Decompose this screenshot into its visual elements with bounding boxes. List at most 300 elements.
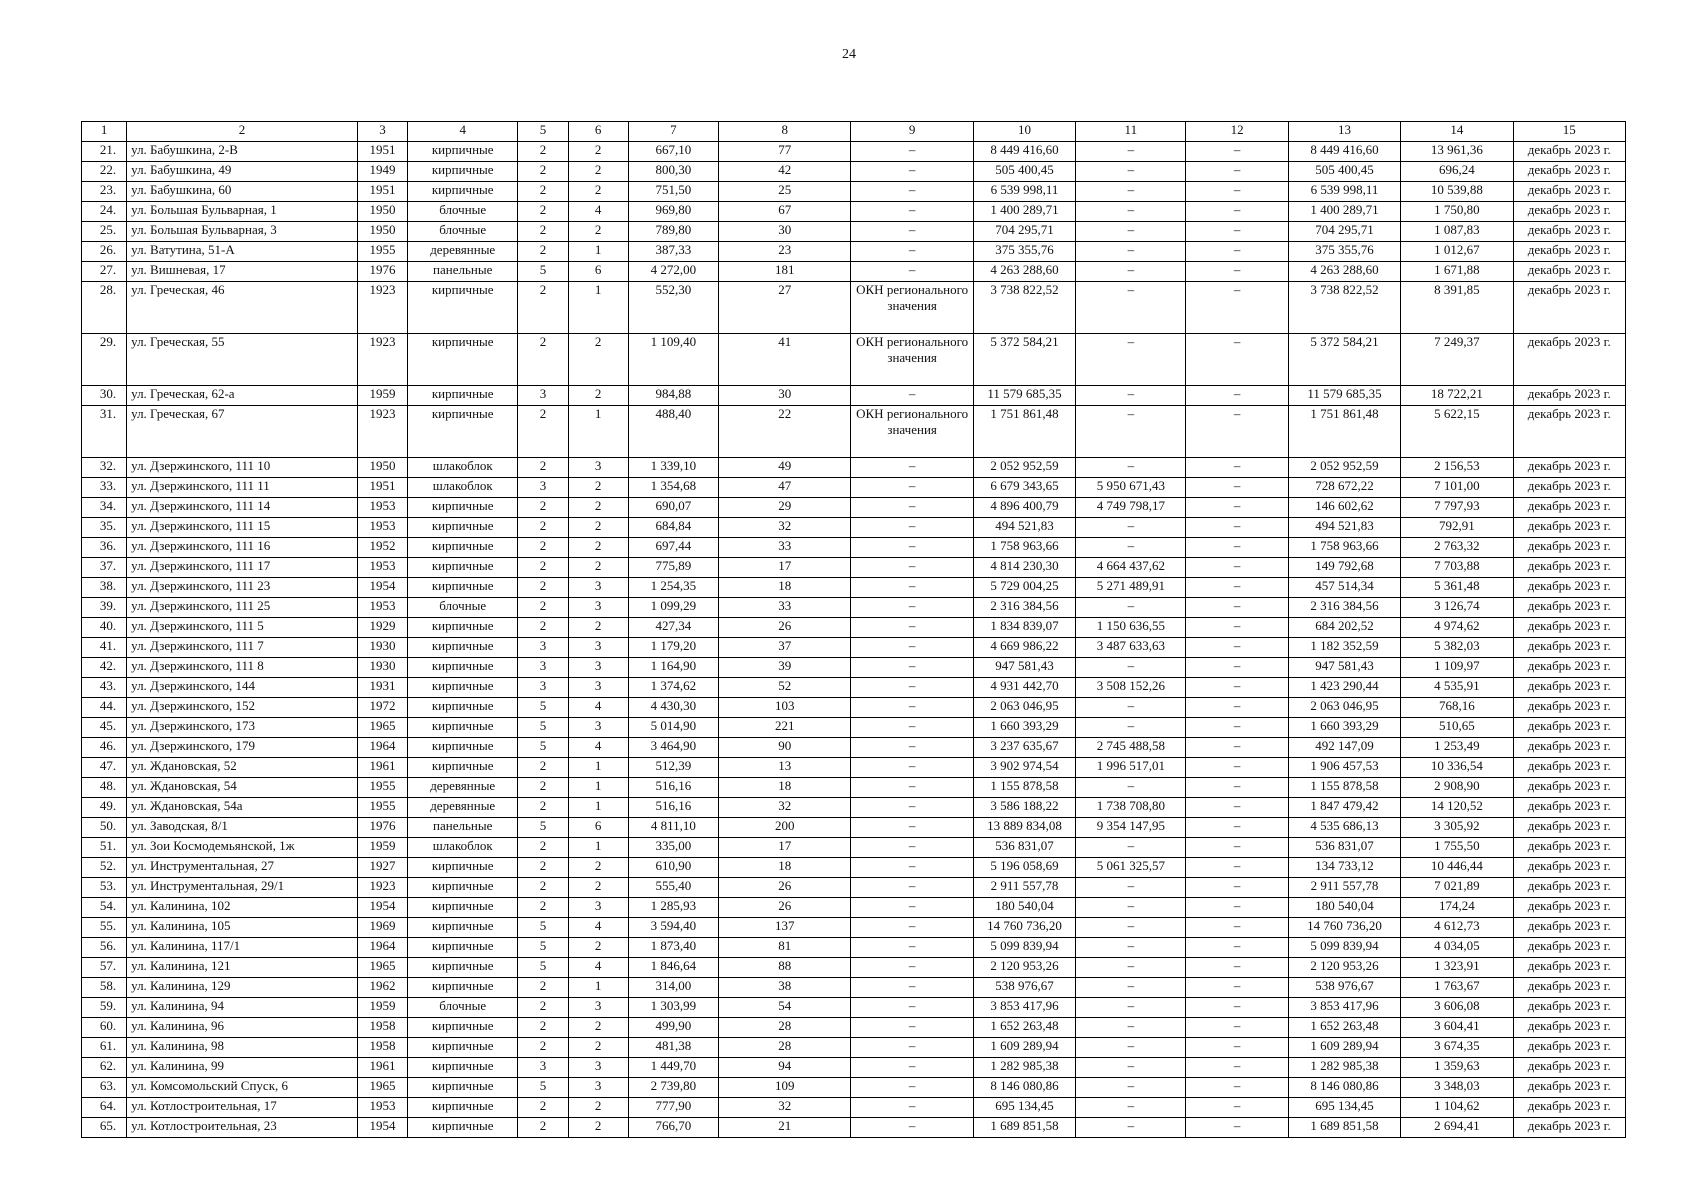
cell-entrances: 3: [568, 678, 628, 698]
cell-year-built: 1951: [357, 182, 407, 202]
cell-fund-source-c: 5 372 584,21: [1288, 334, 1400, 386]
cell-floors: 3: [518, 678, 568, 698]
cell-fund-source-b: –: [1186, 938, 1288, 958]
cell-fund-source-a: –: [1076, 182, 1186, 202]
cell-row-number: 53.: [82, 878, 127, 898]
cell-address: ул. Дзержинского, 111 17: [127, 558, 358, 578]
cell-fund-source-b: –: [1186, 718, 1288, 738]
cell-residents: 90: [719, 738, 851, 758]
cell-cost-total: 3 586 188,22: [973, 798, 1075, 818]
cell-fund-source-a: –: [1076, 658, 1186, 678]
cell-fund-source-a: –: [1076, 838, 1186, 858]
cell-area: 481,38: [628, 1038, 718, 1058]
cell-residents: 18: [719, 578, 851, 598]
cell-completion-date: декабрь 2023 г.: [1513, 538, 1625, 558]
header-cell-completion-date: 15: [1513, 122, 1625, 142]
cell-residents: 37: [719, 638, 851, 658]
cell-fund-source-b: –: [1186, 458, 1288, 478]
cell-floors: 2: [518, 878, 568, 898]
cell-area: 1 285,93: [628, 898, 718, 918]
cell-fund-source-b: –: [1186, 618, 1288, 638]
cell-completion-date: декабрь 2023 г.: [1513, 1018, 1625, 1038]
cell-cost-total: 2 911 557,78: [973, 878, 1075, 898]
cell-heritage-status: –: [851, 598, 973, 618]
cell-row-number: 56.: [82, 938, 127, 958]
cell-heritage-status: –: [851, 658, 973, 678]
cell-entrances: 2: [568, 878, 628, 898]
cell-fund-source-c: 1 282 985,38: [1288, 1058, 1400, 1078]
cell-area: 3 594,40: [628, 918, 718, 938]
cell-fund-source-a: 5 061 325,57: [1076, 858, 1186, 878]
cell-entrances: 3: [568, 638, 628, 658]
cell-cost-per-sqm: 1 253,49: [1401, 738, 1513, 758]
cell-wall-material: кирпичные: [408, 678, 518, 698]
cell-fund-source-c: 4 535 686,13: [1288, 818, 1400, 838]
cell-cost-per-sqm: 7 797,93: [1401, 498, 1513, 518]
cell-year-built: 1929: [357, 618, 407, 638]
table-row: [82, 758, 1626, 778]
cell-fund-source-c: 4 263 288,60: [1288, 262, 1400, 282]
cell-fund-source-c: 1 400 289,71: [1288, 202, 1400, 222]
cell-address: ул. Калинина, 94: [127, 998, 358, 1018]
cell-entrances: 1: [568, 798, 628, 818]
cell-completion-date: декабрь 2023 г.: [1513, 978, 1625, 998]
cell-fund-source-c: 146 602,62: [1288, 498, 1400, 518]
cell-completion-date: декабрь 2023 г.: [1513, 142, 1625, 162]
table-row: [82, 738, 1626, 758]
cell-address: ул. Греческая, 62-а: [127, 386, 358, 406]
cell-heritage-status: –: [851, 386, 973, 406]
cell-year-built: 1976: [357, 262, 407, 282]
cell-address: ул. Котлостроительная, 23: [127, 1118, 358, 1138]
cell-completion-date: декабрь 2023 г.: [1513, 1078, 1625, 1098]
cell-area: 516,16: [628, 798, 718, 818]
cell-cost-total: 5 196 058,69: [973, 858, 1075, 878]
table-row: [82, 458, 1626, 478]
cell-fund-source-b: –: [1186, 222, 1288, 242]
cell-entrances: 3: [568, 578, 628, 598]
cell-row-number: 25.: [82, 222, 127, 242]
cell-cost-per-sqm: 1 104,62: [1401, 1098, 1513, 1118]
cell-cost-total: 5 372 584,21: [973, 334, 1075, 386]
table-row: [82, 938, 1626, 958]
cell-completion-date: декабрь 2023 г.: [1513, 1118, 1625, 1138]
table-row: [82, 558, 1626, 578]
cell-year-built: 1964: [357, 738, 407, 758]
cell-year-built: 1927: [357, 858, 407, 878]
cell-fund-source-c: 695 134,45: [1288, 1098, 1400, 1118]
cell-address: ул. Калинина, 105: [127, 918, 358, 938]
cell-floors: 2: [518, 282, 568, 334]
cell-year-built: 1923: [357, 334, 407, 386]
cell-fund-source-c: 728 672,22: [1288, 478, 1400, 498]
cell-fund-source-b: –: [1186, 538, 1288, 558]
cell-cost-total: 505 400,45: [973, 162, 1075, 182]
cell-fund-source-a: –: [1076, 998, 1186, 1018]
table-row: [82, 638, 1626, 658]
cell-residents: 29: [719, 498, 851, 518]
header-cell-fund-source-b: 12: [1186, 122, 1288, 142]
cell-fund-source-a: –: [1076, 262, 1186, 282]
cell-entrances: 2: [568, 558, 628, 578]
cell-residents: 18: [719, 778, 851, 798]
cell-area: 1 254,35: [628, 578, 718, 598]
cell-floors: 2: [518, 618, 568, 638]
cell-row-number: 62.: [82, 1058, 127, 1078]
cell-wall-material: кирпичные: [408, 142, 518, 162]
cell-cost-total: 4 896 400,79: [973, 498, 1075, 518]
cell-year-built: 1955: [357, 798, 407, 818]
cell-fund-source-c: 8 146 080,86: [1288, 1078, 1400, 1098]
cell-area: 512,39: [628, 758, 718, 778]
cell-wall-material: кирпичные: [408, 334, 518, 386]
cell-fund-source-b: –: [1186, 858, 1288, 878]
cell-heritage-status: –: [851, 978, 973, 998]
cell-fund-source-b: –: [1186, 406, 1288, 458]
cell-heritage-status: ОКН регионального значения: [851, 406, 973, 458]
cell-area: 800,30: [628, 162, 718, 182]
cell-fund-source-b: –: [1186, 958, 1288, 978]
cell-cost-per-sqm: 1 087,83: [1401, 222, 1513, 242]
cell-cost-per-sqm: 13 961,36: [1401, 142, 1513, 162]
cell-area: 684,84: [628, 518, 718, 538]
cell-entrances: 2: [568, 498, 628, 518]
cell-fund-source-c: 1 155 878,58: [1288, 778, 1400, 798]
cell-cost-per-sqm: 768,16: [1401, 698, 1513, 718]
cell-fund-source-a: –: [1076, 334, 1186, 386]
cell-year-built: 1953: [357, 498, 407, 518]
cell-area: 667,10: [628, 142, 718, 162]
cell-heritage-status: –: [851, 878, 973, 898]
cell-fund-source-c: 2 052 952,59: [1288, 458, 1400, 478]
cell-row-number: 54.: [82, 898, 127, 918]
cell-entrances: 2: [568, 1038, 628, 1058]
cell-floors: 2: [518, 142, 568, 162]
cell-fund-source-c: 3 738 822,52: [1288, 282, 1400, 334]
cell-residents: 22: [719, 406, 851, 458]
cell-entrances: 1: [568, 778, 628, 798]
cell-address: ул. Калинина, 99: [127, 1058, 358, 1078]
cell-fund-source-c: 538 976,67: [1288, 978, 1400, 998]
cell-cost-per-sqm: 174,24: [1401, 898, 1513, 918]
cell-year-built: 1969: [357, 918, 407, 938]
cell-fund-source-a: –: [1076, 386, 1186, 406]
cell-residents: 30: [719, 222, 851, 242]
table-row: [82, 838, 1626, 858]
cell-area: 789,80: [628, 222, 718, 242]
cell-completion-date: декабрь 2023 г.: [1513, 958, 1625, 978]
cell-fund-source-c: 8 449 416,60: [1288, 142, 1400, 162]
cell-heritage-status: –: [851, 498, 973, 518]
table-row: [82, 242, 1626, 262]
cell-address: ул. Дзержинского, 111 11: [127, 478, 358, 498]
cell-heritage-status: –: [851, 958, 973, 978]
cell-residents: 33: [719, 538, 851, 558]
cell-wall-material: шлакоблок: [408, 478, 518, 498]
cell-address: ул. Дзержинского, 144: [127, 678, 358, 698]
cell-completion-date: декабрь 2023 г.: [1513, 202, 1625, 222]
cell-area: 751,50: [628, 182, 718, 202]
cell-heritage-status: –: [851, 1058, 973, 1078]
cell-wall-material: кирпичные: [408, 1038, 518, 1058]
cell-cost-total: 1 660 393,29: [973, 718, 1075, 738]
cell-floors: 2: [518, 598, 568, 618]
cell-completion-date: декабрь 2023 г.: [1513, 478, 1625, 498]
cell-row-number: 61.: [82, 1038, 127, 1058]
cell-row-number: 57.: [82, 958, 127, 978]
cell-address: ул. Калинина, 121: [127, 958, 358, 978]
cell-wall-material: кирпичные: [408, 282, 518, 334]
cell-fund-source-a: –: [1076, 142, 1186, 162]
cell-fund-source-a: 5 950 671,43: [1076, 478, 1186, 498]
cell-address: ул. Инструментальная, 27: [127, 858, 358, 878]
cell-row-number: 43.: [82, 678, 127, 698]
cell-floors: 3: [518, 386, 568, 406]
cell-fund-source-b: –: [1186, 998, 1288, 1018]
cell-address: ул. Дзержинского, 111 16: [127, 538, 358, 558]
cell-cost-total: 6 539 998,11: [973, 182, 1075, 202]
cell-row-number: 24.: [82, 202, 127, 222]
cell-fund-source-c: 494 521,83: [1288, 518, 1400, 538]
cell-area: 690,07: [628, 498, 718, 518]
cell-floors: 5: [518, 1078, 568, 1098]
cell-wall-material: кирпичные: [408, 1118, 518, 1138]
cell-wall-material: кирпичные: [408, 1098, 518, 1118]
cell-year-built: 1965: [357, 1078, 407, 1098]
cell-fund-source-a: –: [1076, 938, 1186, 958]
cell-cost-per-sqm: 2 763,32: [1401, 538, 1513, 558]
cell-cost-per-sqm: 10 446,44: [1401, 858, 1513, 878]
cell-address: ул. Ватутина, 51-А: [127, 242, 358, 262]
cell-cost-total: 8 449 416,60: [973, 142, 1075, 162]
cell-fund-source-c: 149 792,68: [1288, 558, 1400, 578]
cell-row-number: 21.: [82, 142, 127, 162]
cell-fund-source-a: –: [1076, 1098, 1186, 1118]
cell-fund-source-a: 1 738 708,80: [1076, 798, 1186, 818]
cell-wall-material: кирпичные: [408, 1078, 518, 1098]
cell-fund-source-b: –: [1186, 1058, 1288, 1078]
cell-year-built: 1950: [357, 458, 407, 478]
cell-fund-source-b: –: [1186, 978, 1288, 998]
header-cell-cost-per-sqm: 14: [1401, 122, 1513, 142]
cell-cost-total: 13 889 834,08: [973, 818, 1075, 838]
cell-entrances: 2: [568, 1018, 628, 1038]
cell-residents: 32: [719, 518, 851, 538]
cell-entrances: 2: [568, 334, 628, 386]
cell-fund-source-b: –: [1186, 242, 1288, 262]
cell-floors: 2: [518, 798, 568, 818]
cell-row-number: 22.: [82, 162, 127, 182]
cell-area: 1 109,40: [628, 334, 718, 386]
cell-completion-date: декабрь 2023 г.: [1513, 738, 1625, 758]
cell-wall-material: кирпичные: [408, 518, 518, 538]
cell-residents: 41: [719, 334, 851, 386]
cell-completion-date: декабрь 2023 г.: [1513, 518, 1625, 538]
cell-residents: 109: [719, 1078, 851, 1098]
cell-fund-source-b: –: [1186, 1018, 1288, 1038]
cell-entrances: 1: [568, 758, 628, 778]
cell-row-number: 23.: [82, 182, 127, 202]
cell-entrances: 2: [568, 1118, 628, 1138]
cell-area: 3 464,90: [628, 738, 718, 758]
cell-cost-total: 2 052 952,59: [973, 458, 1075, 478]
cell-completion-date: декабрь 2023 г.: [1513, 758, 1625, 778]
cell-year-built: 1954: [357, 1118, 407, 1138]
cell-wall-material: кирпичные: [408, 858, 518, 878]
cell-address: ул. Бабушкина, 49: [127, 162, 358, 182]
cell-completion-date: декабрь 2023 г.: [1513, 658, 1625, 678]
table-row: [82, 698, 1626, 718]
cell-fund-source-a: –: [1076, 698, 1186, 718]
cell-address: ул. Дзержинского, 111 5: [127, 618, 358, 638]
cell-entrances: 2: [568, 478, 628, 498]
cell-residents: 25: [719, 182, 851, 202]
cell-floors: 2: [518, 838, 568, 858]
table-row: [82, 1118, 1626, 1138]
cell-residents: 17: [719, 838, 851, 858]
cell-residents: 23: [719, 242, 851, 262]
cell-cost-per-sqm: 7 703,88: [1401, 558, 1513, 578]
cell-entrances: 4: [568, 202, 628, 222]
cell-fund-source-b: –: [1186, 878, 1288, 898]
cell-floors: 2: [518, 858, 568, 878]
cell-cost-per-sqm: 510,65: [1401, 718, 1513, 738]
cell-cost-total: 375 355,76: [973, 242, 1075, 262]
cell-residents: 103: [719, 698, 851, 718]
cell-heritage-status: –: [851, 778, 973, 798]
cell-floors: 3: [518, 638, 568, 658]
table-row: [82, 998, 1626, 1018]
cell-floors: 2: [518, 1098, 568, 1118]
cell-heritage-status: ОКН регионального значения: [851, 334, 973, 386]
cell-row-number: 29.: [82, 334, 127, 386]
cell-row-number: 32.: [82, 458, 127, 478]
cell-entrances: 6: [568, 818, 628, 838]
cell-fund-source-c: 2 316 384,56: [1288, 598, 1400, 618]
cell-completion-date: декабрь 2023 г.: [1513, 818, 1625, 838]
cell-address: ул. Дзержинского, 152: [127, 698, 358, 718]
cell-cost-total: 1 689 851,58: [973, 1118, 1075, 1138]
cell-wall-material: кирпичные: [408, 898, 518, 918]
cell-address: ул. Зои Космодемьянской, 1ж: [127, 838, 358, 858]
cell-fund-source-b: –: [1186, 818, 1288, 838]
cell-entrances: 2: [568, 1098, 628, 1118]
cell-year-built: 1951: [357, 142, 407, 162]
cell-fund-source-b: –: [1186, 282, 1288, 334]
cell-cost-total: 6 679 343,65: [973, 478, 1075, 498]
cell-residents: 47: [719, 478, 851, 498]
cell-row-number: 52.: [82, 858, 127, 878]
cell-residents: 54: [719, 998, 851, 1018]
cell-heritage-status: –: [851, 262, 973, 282]
cell-address: ул. Комсомольский Спуск, 6: [127, 1078, 358, 1098]
cell-fund-source-b: –: [1186, 678, 1288, 698]
cell-cost-total: 4 263 288,60: [973, 262, 1075, 282]
cell-wall-material: шлакоблок: [408, 838, 518, 858]
cell-residents: 32: [719, 798, 851, 818]
table-header-row: [82, 122, 1626, 142]
cell-wall-material: шлакоблок: [408, 458, 518, 478]
cell-heritage-status: –: [851, 918, 973, 938]
cell-entrances: 1: [568, 838, 628, 858]
cell-area: 2 739,80: [628, 1078, 718, 1098]
cell-residents: 32: [719, 1098, 851, 1118]
cell-year-built: 1951: [357, 478, 407, 498]
cell-address: ул. Греческая, 67: [127, 406, 358, 458]
cell-fund-source-a: –: [1076, 898, 1186, 918]
cell-entrances: 2: [568, 518, 628, 538]
cell-residents: 38: [719, 978, 851, 998]
cell-heritage-status: –: [851, 182, 973, 202]
cell-floors: 2: [518, 578, 568, 598]
cell-fund-source-c: 1 660 393,29: [1288, 718, 1400, 738]
cell-wall-material: кирпичные: [408, 558, 518, 578]
header-cell-area: 7: [628, 122, 718, 142]
cell-fund-source-b: –: [1186, 142, 1288, 162]
cell-cost-total: 704 295,71: [973, 222, 1075, 242]
cell-fund-source-c: 2 911 557,78: [1288, 878, 1400, 898]
cell-fund-source-a: –: [1076, 282, 1186, 334]
cell-cost-per-sqm: 3 606,08: [1401, 998, 1513, 1018]
cell-cost-per-sqm: 4 612,73: [1401, 918, 1513, 938]
cell-year-built: 1972: [357, 698, 407, 718]
cell-fund-source-a: –: [1076, 1078, 1186, 1098]
cell-floors: 2: [518, 538, 568, 558]
cell-fund-source-c: 947 581,43: [1288, 658, 1400, 678]
cell-address: ул. Дзержинского, 111 7: [127, 638, 358, 658]
cell-floors: 2: [518, 162, 568, 182]
cell-address: ул. Дзержинского, 111 23: [127, 578, 358, 598]
cell-fund-source-a: 1 150 636,55: [1076, 618, 1186, 638]
cell-residents: 26: [719, 898, 851, 918]
cell-cost-total: 14 760 736,20: [973, 918, 1075, 938]
cell-floors: 2: [518, 978, 568, 998]
cell-fund-source-a: –: [1076, 778, 1186, 798]
cell-cost-total: 5 099 839,94: [973, 938, 1075, 958]
cell-address: ул. Калинина, 117/1: [127, 938, 358, 958]
table-row: [82, 142, 1626, 162]
cell-fund-source-c: 1 689 851,58: [1288, 1118, 1400, 1138]
cell-fund-source-a: –: [1076, 1038, 1186, 1058]
cell-residents: 81: [719, 938, 851, 958]
cell-row-number: 36.: [82, 538, 127, 558]
table-row: [82, 182, 1626, 202]
cell-area: 4 430,30: [628, 698, 718, 718]
cell-heritage-status: –: [851, 162, 973, 182]
cell-row-number: 65.: [82, 1118, 127, 1138]
cell-cost-per-sqm: 4 535,91: [1401, 678, 1513, 698]
cell-fund-source-b: –: [1186, 598, 1288, 618]
cell-floors: 2: [518, 406, 568, 458]
cell-cost-per-sqm: 14 120,52: [1401, 798, 1513, 818]
cell-cost-per-sqm: 1 671,88: [1401, 262, 1513, 282]
cell-completion-date: декабрь 2023 г.: [1513, 1038, 1625, 1058]
cell-fund-source-c: 684 202,52: [1288, 618, 1400, 638]
cell-entrances: 2: [568, 222, 628, 242]
header-cell-residents: 8: [719, 122, 851, 142]
cell-entrances: 3: [568, 898, 628, 918]
cell-cost-total: 695 134,45: [973, 1098, 1075, 1118]
cell-floors: 2: [518, 778, 568, 798]
cell-residents: 221: [719, 718, 851, 738]
cell-fund-source-b: –: [1186, 898, 1288, 918]
cell-floors: 2: [518, 334, 568, 386]
cell-floors: 2: [518, 998, 568, 1018]
cell-cost-per-sqm: 18 722,21: [1401, 386, 1513, 406]
cell-wall-material: кирпичные: [408, 386, 518, 406]
cell-year-built: 1961: [357, 1058, 407, 1078]
table-row: [82, 598, 1626, 618]
